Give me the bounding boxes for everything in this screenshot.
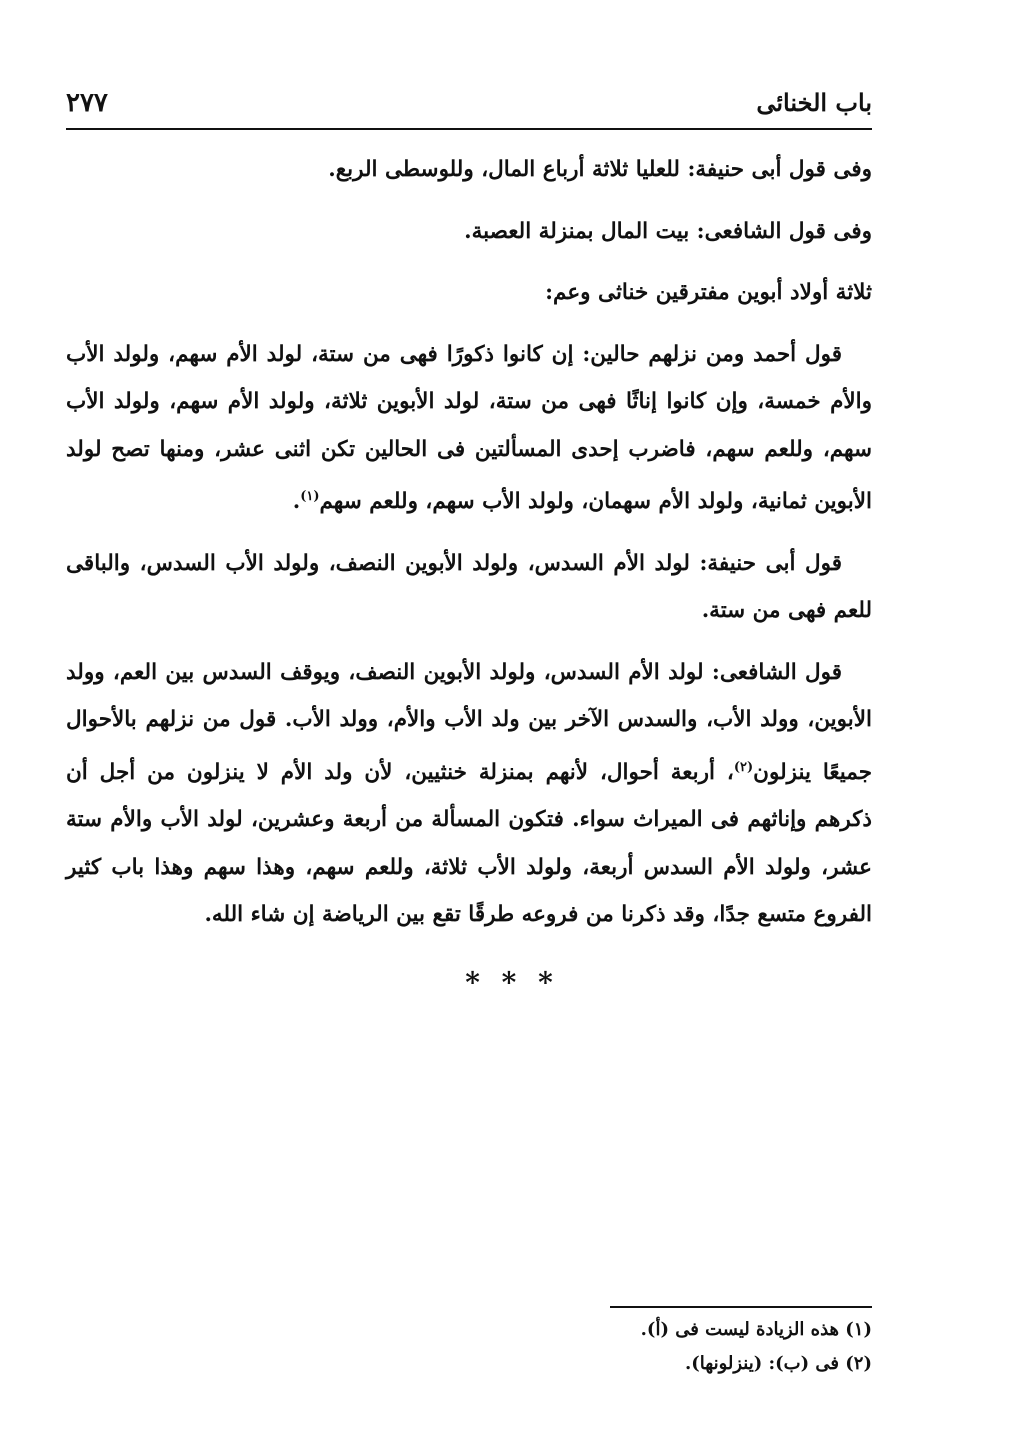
section-separator: * * *: [465, 966, 559, 999]
page-number: ٢٧٧: [66, 88, 108, 118]
running-header: [66, 84, 872, 130]
body-text: [66, 146, 872, 953]
paragraph-shafii-ruling: [66, 649, 872, 939]
paragraph-ahmad-opinion: [66, 331, 872, 526]
paragraph-text: ثلاثة أولاد أبوين مفترقين خناثى وعم:: [545, 280, 872, 305]
footnote-ref-1: (١): [300, 489, 320, 504]
paragraph-text-continued: ، أربعة أحوال، لأنهم بمنزلة خنثيين، لأن ولد الأم لا ينزلون من أجل أن ذكرهم وإناثهم فى الميراث سواء. فتكون المسألة من أربعة وعشرين، لولد الأب والأم ستة عشر، ولولد الأم السدس أربعة، ولولد الأب ثلاثة، وللعم سهم، وهذا سهم وهذا باب كثير الفروع متسع جدًا، وقد ذكرنا من فروعه طرقًا تقع بين الرياضة إن شاء الله.: [66, 759, 872, 928]
paragraph-shafii-opinion: [66, 208, 872, 256]
footnote-ref-2: (٢): [733, 759, 754, 775]
footnote-divider: [610, 1306, 872, 1308]
footnotes: [500, 1313, 872, 1381]
paragraph-abu-hanifa-ruling: [66, 540, 872, 635]
sentence-end: .: [292, 489, 301, 515]
paragraph-text: وفى قول أبى حنيفة: للعليا ثلاثة أرباع المال، وللوسطى الربع.: [328, 157, 872, 182]
paragraph-text: قول أبى حنيفة: لولد الأم السدس، ولولد الأبوين النصف، ولولد الأب السدس، والباقى للعم فهى من ستة.: [66, 550, 872, 624]
footnote-1: (١) هذه الزيادة ليست فى (أ).: [640, 1319, 872, 1340]
paragraph-text: قول أحمد ومن نزلهم حالين: إن كانوا ذكورًا فهى من ستة، لولد الأم سهم، ولولد الأب والأم خمسة، وإن كانوا إناثًا فهى من ستة، لولد الأبوين ثلاثة، ولولد الأم سهم، ولولد الأب سهم، وللعم سهم، فاضرب إحدى المسألتين فى الحالين تكن اثنى عشر، ومنها تصح لولد الأبوين ثمانية، ولولد الأم سهمان، ولولد الأب سهم، وللعم سهم: [66, 341, 872, 515]
paragraph-text: قول الشافعى: لولد الأم السدس، ولولد الأبوين النصف، ويوقف السدس بين العم، وولد الأبوين، وولد الأب، والسدس الآخر بين ولد الأب والأم، وولد الأب. قول من نزلهم بالأحوال جميعًا ينزلون: [66, 659, 872, 785]
section-heading: [66, 269, 872, 317]
chapter-title: باب الخنائى: [756, 88, 872, 117]
paragraph-abu-hanifa-opinion: [66, 146, 872, 194]
paragraph-text: وفى قول الشافعى: بيت المال بمنزلة العصبة.: [464, 218, 872, 244]
footnote-2: (٢) فى (ب): (ينزلونها).: [685, 1353, 872, 1374]
